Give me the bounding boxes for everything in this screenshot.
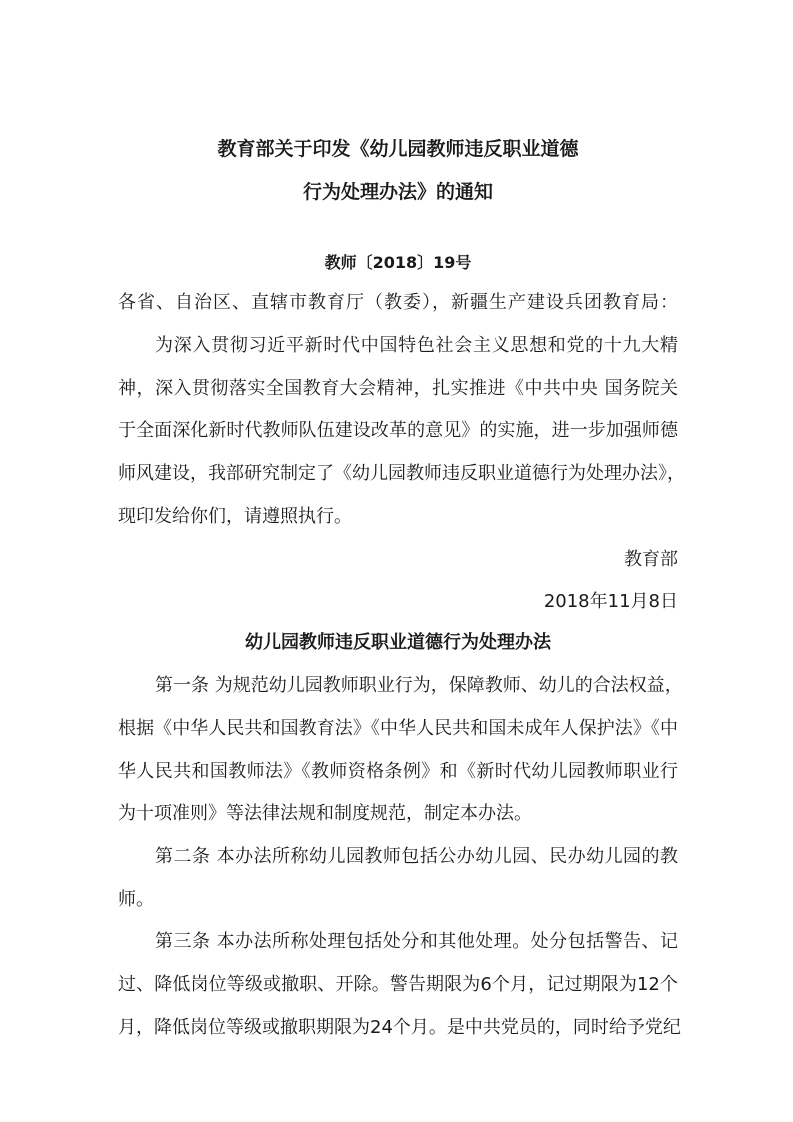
notice-title-line-2: 行为处理办法》的通知 bbox=[302, 181, 493, 203]
article-3-line: 第三条 本办法所称处理包括处分和其他处理。处分包括警告、记 bbox=[155, 931, 678, 952]
issuer: 教育部 bbox=[624, 549, 678, 570]
notice-body-line: 现印发给你们，请遵照执行。 bbox=[118, 506, 352, 527]
notice-body-line: 神，深入贯彻落实全国教育大会精神，扎实推进《中共中央 国务院关 bbox=[118, 378, 678, 399]
issue-date: 2018年11月8日 bbox=[543, 591, 678, 612]
addressee: 各省、自治区、直辖市教育厅（教委），新疆生产建设兵团教育局： bbox=[118, 292, 678, 313]
article-3-line: 月，降低岗位等级或撤职期限为24个月。是中共党员的，同时给予党纪 bbox=[118, 1017, 681, 1038]
article-2-line: 第二条 本办法所称幼儿园教师包括公办幼儿园、民办幼儿园的教 bbox=[155, 846, 678, 867]
article-2-line: 师。 bbox=[118, 889, 154, 910]
document-number: 教师〔2018〕19号 bbox=[324, 253, 472, 272]
notice-title-line-1: 教育部关于印发《幼儿园教师违反职业道德 bbox=[217, 138, 579, 160]
article-1-line: 华人民共和国教师法》《教师资格条例》和《新时代幼儿园教师职业行 bbox=[118, 761, 678, 782]
article-1-line: 根据《中华人民共和国教育法》《中华人民共和国未成年人保护法》《中 bbox=[118, 718, 678, 739]
article-3-line: 过、降低岗位等级或撤职、开除。警告期限为6个月，记过期限为12个 bbox=[118, 974, 678, 995]
article-1-line: 第一条 为规范幼儿园教师职业行为，保障教师、幼儿的合法权益， bbox=[155, 675, 683, 696]
notice-body-line: 师风建设，我部研究制定了《幼儿园教师违反职业道德行为处理办法》， bbox=[118, 463, 685, 484]
article-1-line: 为十项准则》等法律法规和制度规范，制定本办法。 bbox=[118, 803, 532, 824]
notice-body-line: 为深入贯彻习近平新时代中国特色社会主义思想和党的十九大精 bbox=[155, 335, 678, 356]
notice-body-line: 于全面深化新时代教师队伍建设改革的意见》的实施，进一步加强师德 bbox=[118, 420, 678, 441]
measures-title: 幼儿园教师违反职业道德行为处理办法 bbox=[245, 632, 551, 653]
